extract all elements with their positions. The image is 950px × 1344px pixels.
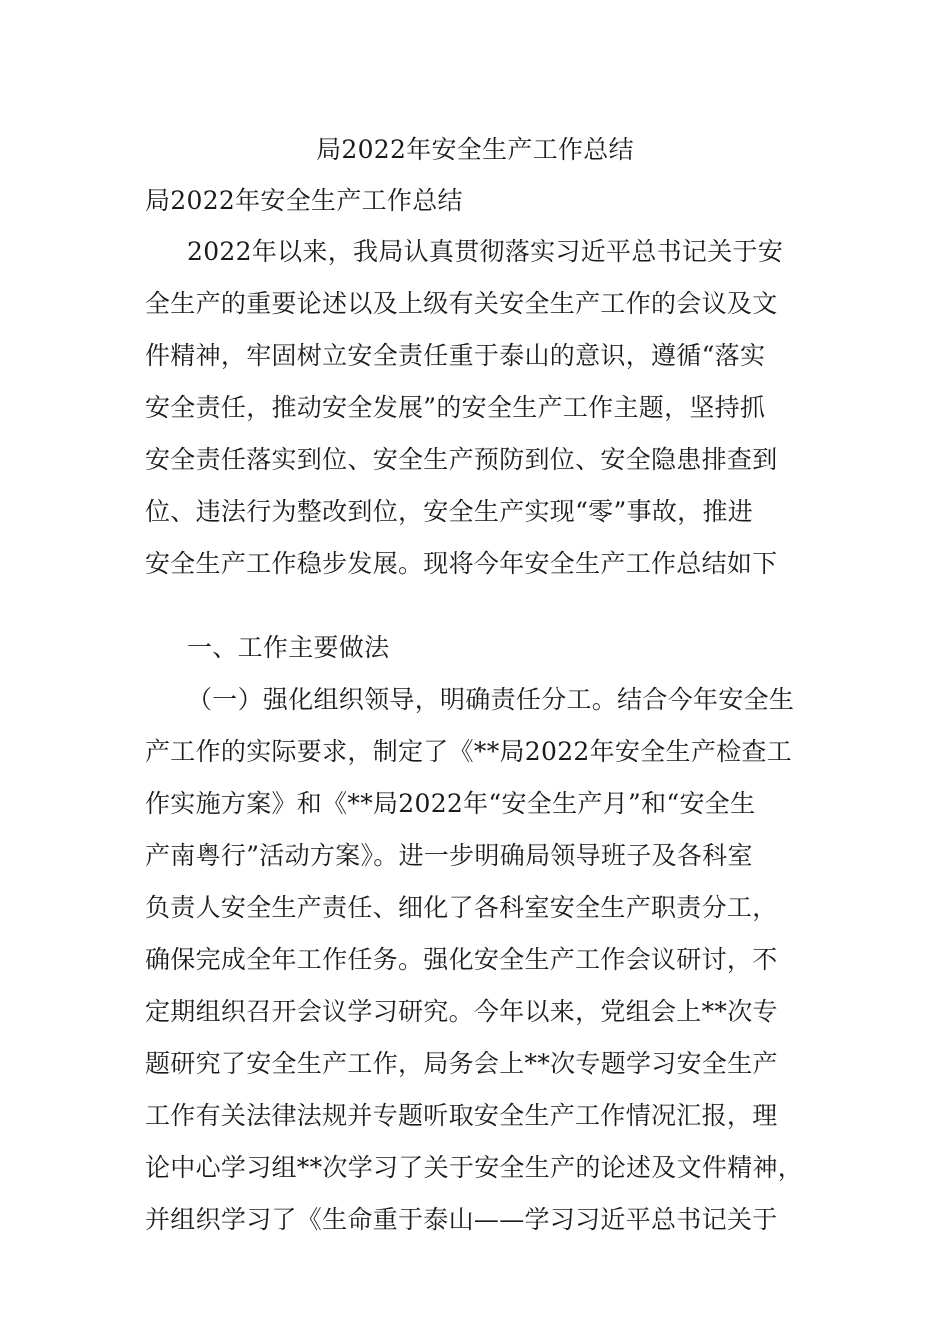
section-heading: 一、工作主要做法 xyxy=(187,633,390,662)
paragraph-line: 全生产的重要论述以及上级有关安全生产工作的会议及文 xyxy=(145,289,778,318)
paragraph-line: 作实施方案》和《**局2022年“安全生产月”和“安全生 xyxy=(145,789,756,818)
paragraph-line: 题研究了安全生产工作，局务会上**次专题学习安全生产 xyxy=(145,1049,778,1078)
paragraph-line: （一）强化组织领导，明确责任分工。结合今年安全生 xyxy=(187,685,795,714)
paragraph-line: 安全生产工作稳步发展。现将今年安全生产工作总结如下 xyxy=(145,549,778,578)
paragraph-line: 确保完成全年工作任务。强化安全生产工作会议研讨，不 xyxy=(145,945,778,974)
paragraph-line: 产工作的实际要求，制定了《**局2022年安全生产检查工 xyxy=(145,737,793,766)
paragraph-line: 产南粤行”活动方案》。进一步明确局领导班子及各科室 xyxy=(145,841,753,870)
paragraph-line: 件精神，牢固树立安全责任重于泰山的意识，遵循“落实 xyxy=(145,341,766,370)
paragraph-line: 位、违法行为整改到位，安全生产实现“零”事故，推进 xyxy=(145,497,754,526)
paragraph-line: 论中心学习组**次学习了关于安全生产的论述及文件精神， xyxy=(145,1153,804,1182)
document-subtitle: 局2022年安全生产工作总结 xyxy=(145,186,463,215)
document-title: 局2022年安全生产工作总结 xyxy=(316,135,634,164)
paragraph-line: 2022年以来，我局认真贯彻落实习近平总书记关于安 xyxy=(187,237,784,266)
paragraph-line: 负责人安全生产责任、细化了各科室安全生产职责分工， xyxy=(145,893,778,922)
paragraph-line: 工作有关法律法规并专题听取安全生产工作情况汇报，理 xyxy=(145,1101,778,1130)
paragraph-line: 定期组织召开会议学习研究。今年以来，党组会上**次专 xyxy=(145,997,778,1026)
paragraph-line: 并组织学习了《生命重于泰山——学习习近平总书记关于 xyxy=(145,1205,778,1234)
paragraph-line: 安全责任，推动安全发展”的安全生产工作主题，坚持抓 xyxy=(145,393,766,422)
paragraph-line: 安全责任落实到位、安全生产预防到位、安全隐患排查到 xyxy=(145,445,778,474)
